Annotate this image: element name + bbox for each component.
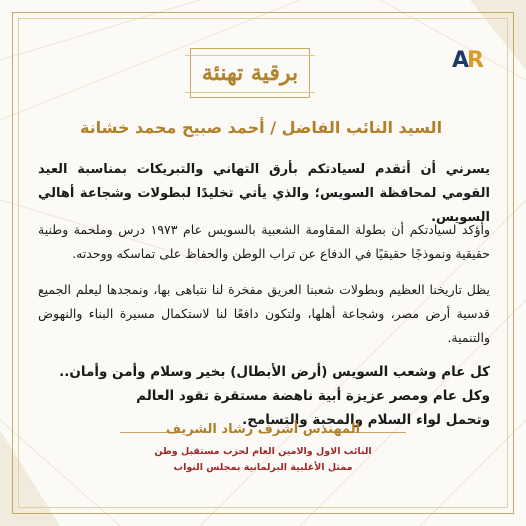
card-title: برقية تهنئة: [201, 60, 299, 86]
closing-line-3: وتحمل لواء السلام والمحبة والتسامح.: [242, 412, 490, 428]
logo-letter-r: R: [467, 48, 482, 73]
paragraph-3: يظل تاريخنا العظيم وبطولات شعبنا العريق مفخرة لنا نتباهى بها، ونمجدها ليعلم الجميع قدسية أرض مصر، وشجاعة أهلها، ولتكون دافعًا لنا لاستكمال مسيرة البناء والنهوض والتنمية.: [38, 282, 490, 345]
signatory-name: المهندس أشرف رشاد الشريف: [165, 422, 361, 437]
title-badge: [190, 48, 310, 98]
signatory-role-1: النائب الاول والامين العام لحزب مستقبل وطن: [154, 446, 372, 457]
closing-line-2: وكل عام ومصر عزيزة أبية ناهضة مستقرة تقود العالم: [136, 388, 490, 404]
paragraph-1: يسرني أن أتقدم لسيادتكم بأرق التهاني والتبريكات بمناسبة العيد القومي لمحافظة السويس؛ والذي يأتي تخليدًا لبطولات وشجاعة أهالي السويس.: [38, 162, 490, 225]
logo-letter-a: A: [452, 48, 468, 73]
party-logo: [452, 46, 492, 76]
paragraph-2: وأؤكد لسيادتكم أن بطولة المقاومة الشعبية بالسويس عام ١٩٧٣ درس وملحمة وطنية حقيقية ونموذجًا حقيقيًا في الدفاع عن تراب الوطن والحفاظ على تماسكه ووحدته.: [38, 222, 490, 261]
signatory-role-2: ممثل الأغلبية البرلمانية بمجلس النواب: [173, 462, 353, 473]
honoree-line: السيد النائب الفاضل / أحمد صبيح محمد خشانة: [79, 118, 443, 137]
closing-line-1: كل عام وشعب السويس (أرض الأبطال) بخير وسلام وأمن وأمان..: [59, 364, 490, 380]
